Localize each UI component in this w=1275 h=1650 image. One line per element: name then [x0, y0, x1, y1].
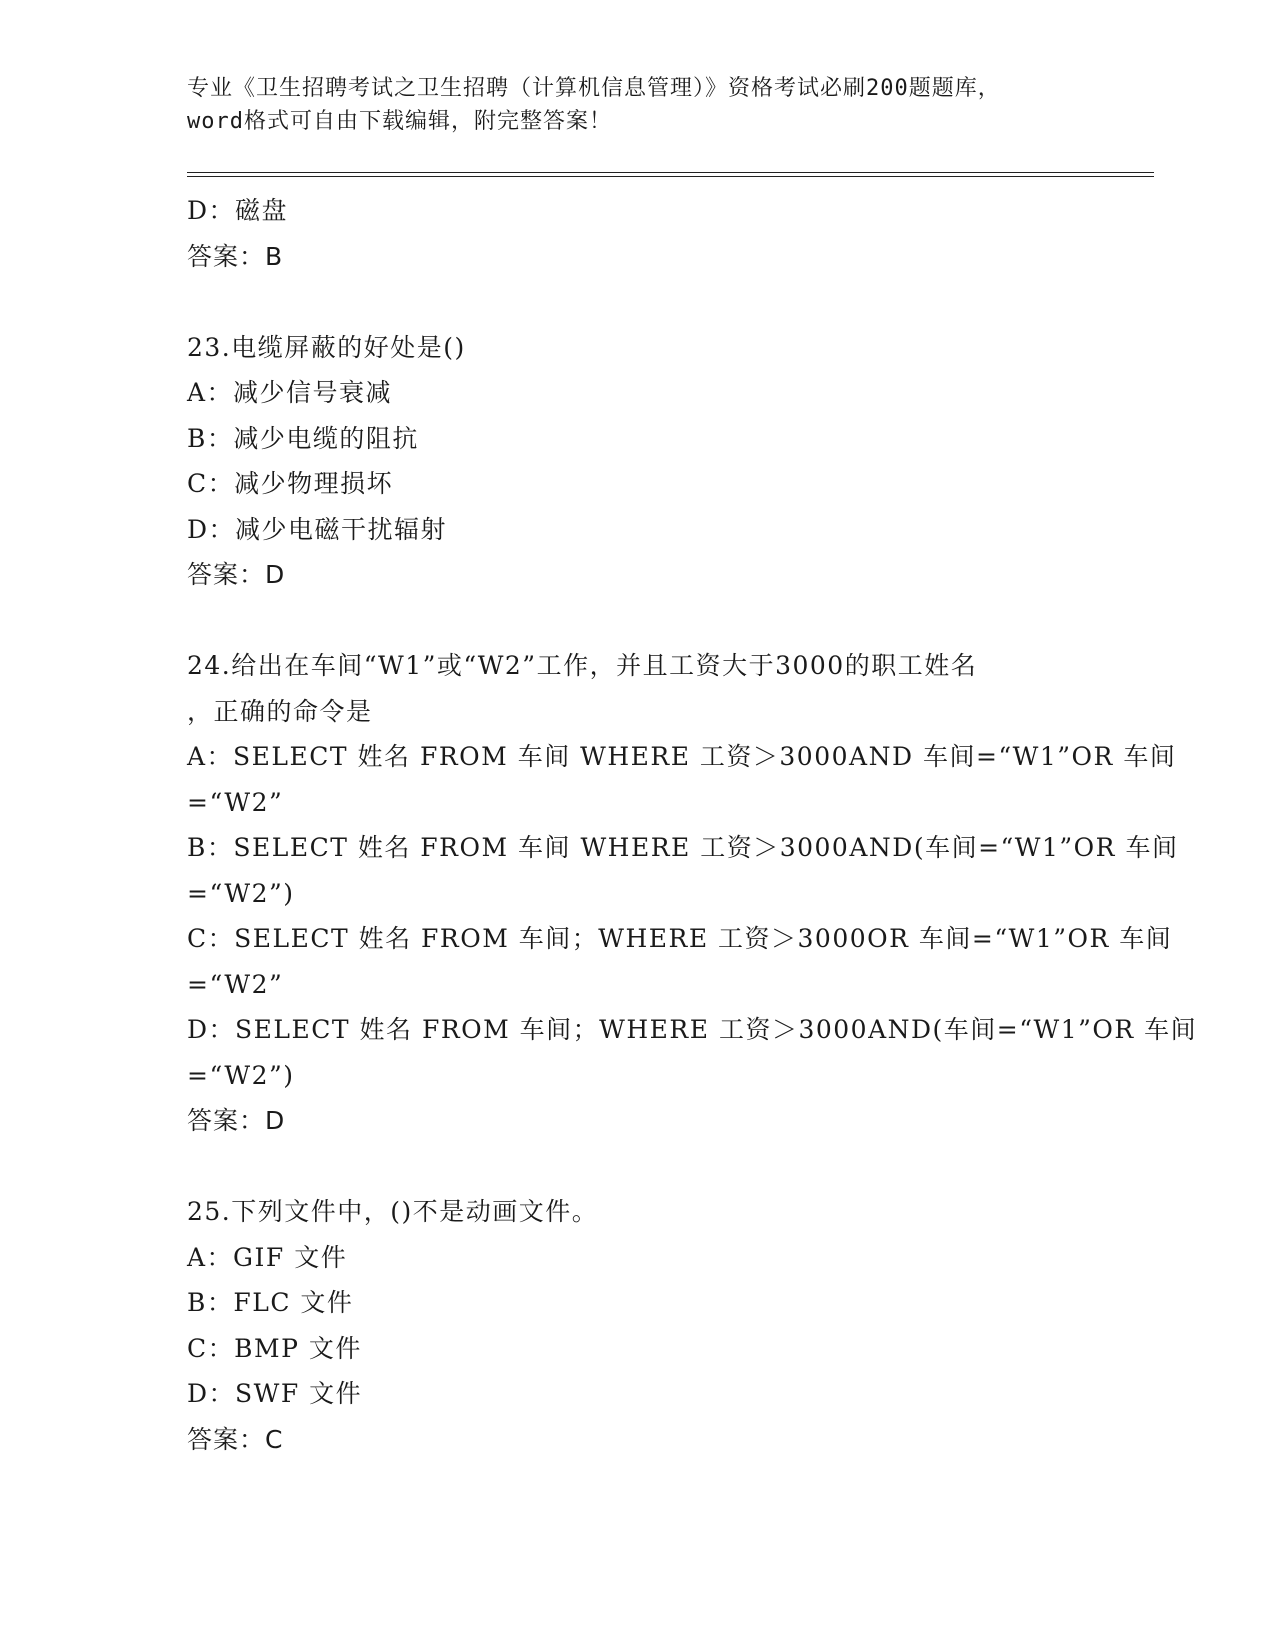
answer: 答案：C: [187, 1424, 284, 1454]
option-b-continued: =“W2”): [187, 878, 295, 908]
question-content: [187, 188, 1198, 1462]
question-stem: 25.下列文件中，()不是动画文件。: [187, 1197, 599, 1226]
option-b: B：减少电缆的阻抗: [187, 423, 419, 453]
option-c: C：SELECT 姓名 FROM 车间；WHERE 工资＞3000OR 车间=“W1”OR 车间: [187, 924, 1173, 953]
prev-option-d: D：磁盘: [187, 196, 289, 225]
header-title-line-1: 专业《卫生招聘考试之卫生招聘（计算机信息管理）》资格考试必刷200题题库，: [187, 76, 1001, 101]
option-b: B：FLC 文件: [187, 1288, 354, 1317]
option-c-continued: =“W2”: [187, 969, 284, 999]
question-block-24: [187, 643, 1198, 1144]
document-header: [187, 72, 1087, 138]
option-a: A：减少信号衰减: [187, 378, 393, 407]
option-d-continued: =“W2”): [187, 1060, 295, 1090]
spacer: [187, 279, 1107, 325]
question-block-25: [187, 1189, 1107, 1462]
option-a: A：SELECT 姓名 FROM 车间 WHERE 工资＞3000AND 车间=“W1”OR 车间: [187, 742, 1177, 771]
answer: 答案：D: [187, 1106, 286, 1135]
option-b: B：SELECT 姓名 FROM 车间 WHERE 工资＞3000AND(车间=“W1”OR 车间: [187, 833, 1179, 862]
option-a-continued: =“W2”: [187, 787, 284, 817]
header-title-line-2: word格式可自由下载编辑，附完整答案！: [187, 109, 612, 134]
spacer: [187, 1144, 1107, 1190]
option-d: D：SELECT 姓名 FROM 车间；WHERE 工资＞3000AND(车间=“W1”OR 车间: [187, 1015, 1198, 1044]
answer: 答案：D: [187, 560, 286, 589]
option-d: D：减少电磁干扰辐射: [187, 514, 448, 544]
option-c: C：BMP 文件: [187, 1333, 362, 1363]
question-block-23: [187, 325, 1107, 598]
option-a: A：GIF 文件: [187, 1242, 348, 1272]
header-rule-top: [187, 172, 1154, 173]
option-c: C：减少物理损坏: [187, 469, 394, 498]
spacer: [187, 598, 1107, 644]
question-stem: 23.电缆屏蔽的好处是(): [187, 332, 466, 362]
header-rule-bottom: [187, 176, 1154, 177]
option-d: D：SWF 文件: [187, 1379, 363, 1408]
prev-answer: 答案：B: [187, 241, 284, 271]
question-stem-continued: ，正确的命令是: [187, 696, 373, 726]
question-stem: 24.给出在车间“W1”或“W2”工作，并且工资大于3000的职工姓名: [187, 651, 978, 680]
